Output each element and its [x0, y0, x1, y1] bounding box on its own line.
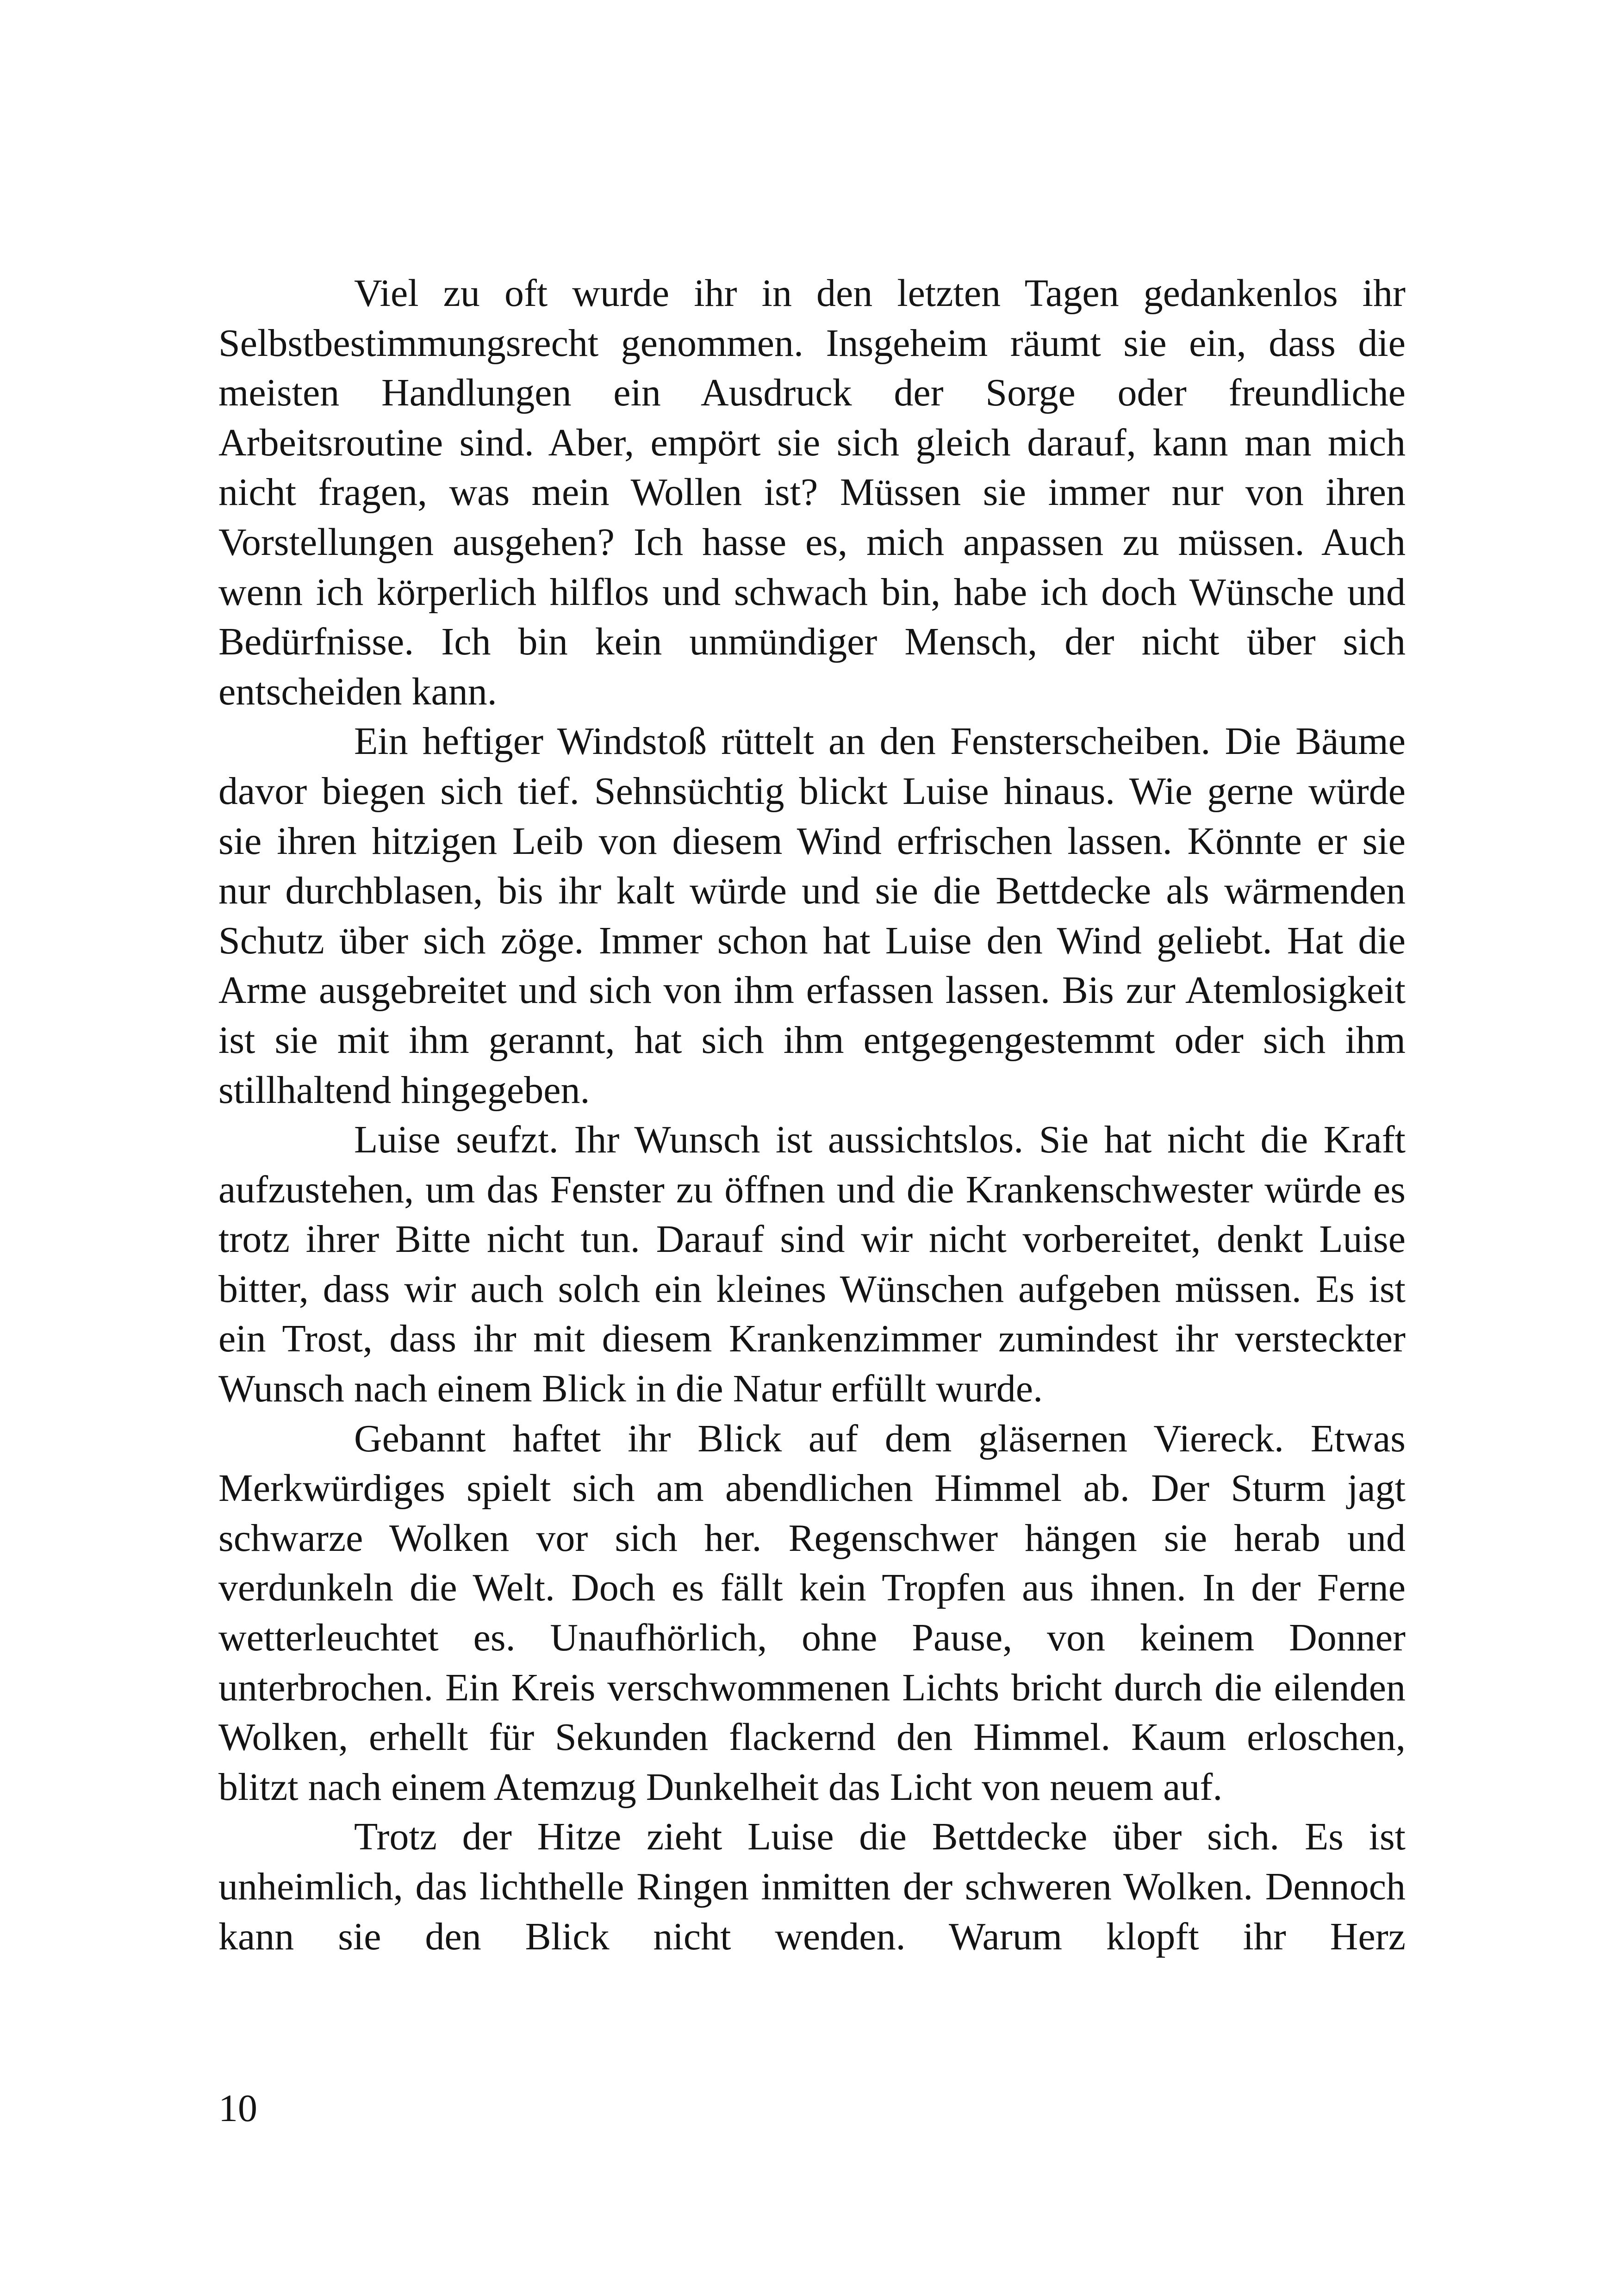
body-text — [218, 268, 1406, 1961]
paragraph-3: Luise seufzt. Ihr Wunsch ist aussichtslos. Sie hat nicht die Kraft aufzustehen, um das Fenster zu öffnen und die Krankenschwester würde es trotz ihrer Bitte nicht tun. Darauf sind wir nicht vorbereitet, denkt Luise bitter, dass wir auch solch ein kleines Wünschen aufgeben müssen. Es ist ein Trost, dass ihr mit diesem Krankenzimmer zumindest ihr versteckter Wunsch nach einem Blick in die Natur erfüllt wurde. — [218, 1118, 1406, 1411]
paragraph-1: Viel zu oft wurde ihr in den letzten Tagen gedankenlos ihr Selbstbestimmungsrecht genommen. Insgeheim räumt sie ein, dass die meisten Handlungen ein Ausdruck der Sorge oder freundliche Arbeitsroutine sind. Aber, empört sie sich gleich darauf, kann man mich nicht fragen, was mein Wollen ist? Müssen sie immer nur von ihren Vorstellungen ausgehen? Ich hasse es, mich anpassen zu müssen. Auch wenn ich körperlich hilflos und schwach bin, habe ich doch Wünsche und Bedürfnisse. Ich bin kein unmündiger Mensch, der nicht über sich entscheiden kann. — [218, 272, 1406, 713]
paragraph-2: Ein heftiger Windstoß rüttelt an den Fensterscheiben. Die Bäume davor biegen sich tief. Sehnsüchtig blickt Luise hinaus. Wie gerne würde sie ihren hitzigen Leib von diesem Wind erfrischen lassen. Könnte er sie nur durchblasen, bis ihr kalt würde und sie die Bettdecke als wärmenden Schutz über sich zöge. Immer schon hat Luise den Wind geliebt. Hat die Arme ausgebreitet und sich von ihm erfassen lassen. Bis zur Atemlosigkeit ist sie mit ihm gerannt, hat sich ihm entgegengestemmt oder sich ihm stillhaltend hingegeben. — [218, 720, 1406, 1112]
paragraph-5: Trotz der Hitze zieht Luise die Bettdecke über sich. Es ist unheimlich, das lichthelle Ringen inmitten der schweren Wolken. Dennoch kann sie den Blick nicht wenden. Warum klopft ihr Herz — [218, 1815, 1406, 1958]
page-number: 10 — [218, 2087, 257, 2130]
paragraph-4: Gebannt haftet ihr Blick auf dem gläsernen Viereck. Etwas Merkwürdiges spielt sich am abendlichen Himmel ab. Der Sturm jagt schwarze Wolken vor sich her. Regenschwer hängen sie herab und verdunkeln die Welt. Doch es fällt kein Tropfen aus ihnen. In der Ferne wetterleuchtet es. Unaufhörlich, ohne Pause, von keinem Donner unterbrochen. Ein Kreis verschwommenen Lichts bricht durch die eilenden Wolken, erhellt für Sekunden flackernd den Himmel. Kaum erloschen, blitzt nach einem Atemzug Dunkelheit das Licht von neuem auf. — [218, 1417, 1406, 1809]
